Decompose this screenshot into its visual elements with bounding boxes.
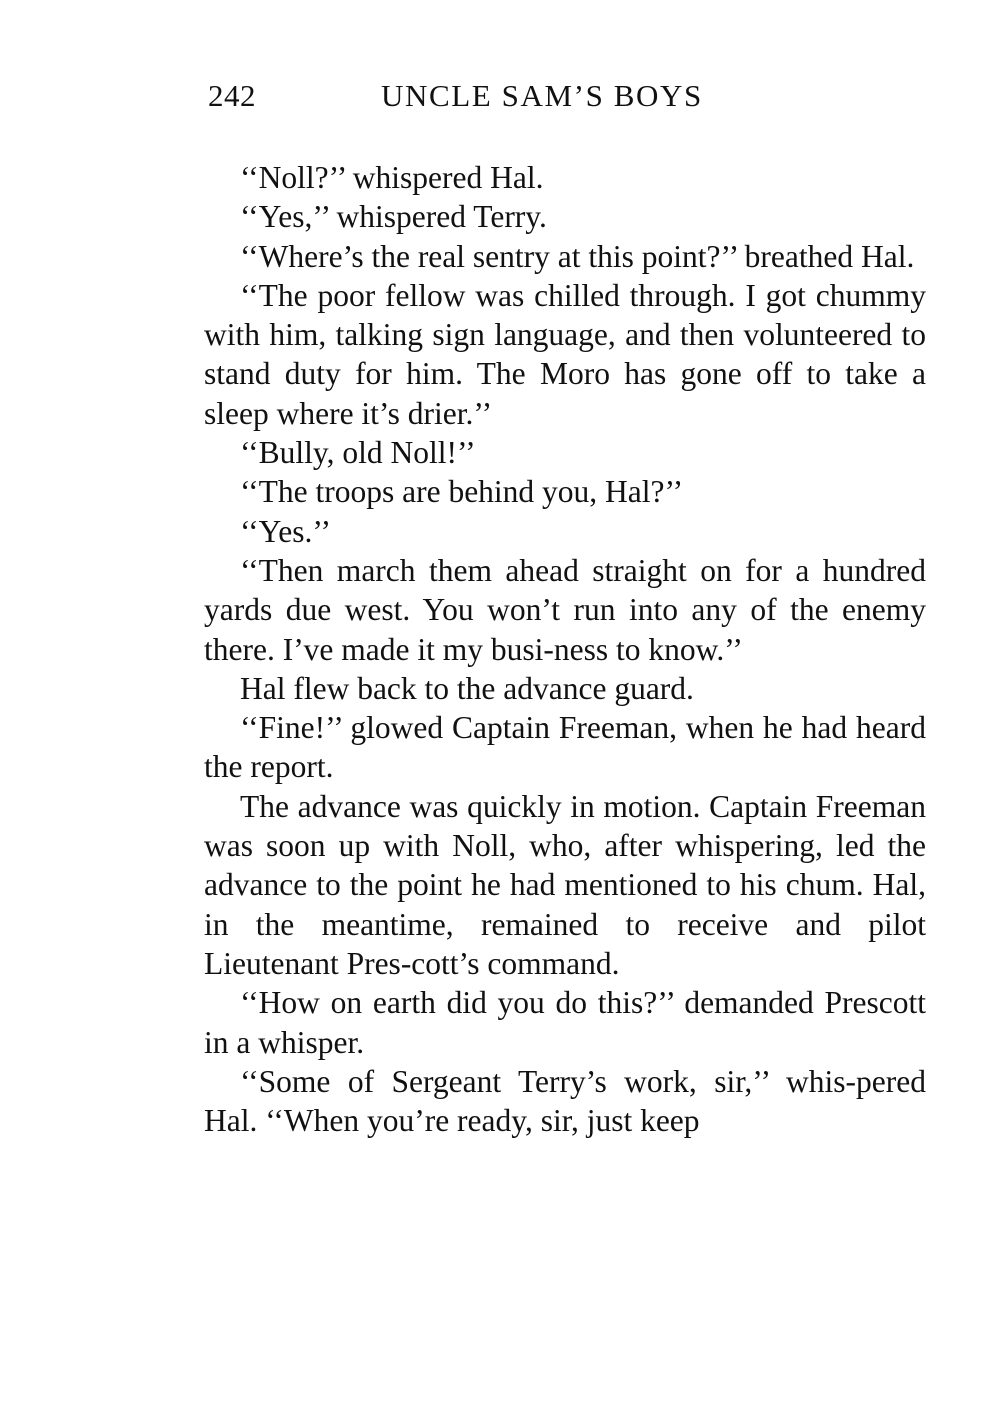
paragraph: ‘‘The troops are behind you, Hal?’’ [240, 474, 684, 510]
paragraph: Hal flew back to the advance guard. [240, 670, 694, 706]
paragraph: ‘‘Some of Sergeant Terry’s work, sir,’’ whis-pered Hal. ‘‘When you’re ready, sir, just keep [204, 1063, 926, 1139]
paragraph: ‘‘Yes.’’ [240, 513, 331, 549]
paragraph: ‘‘Then march them ahead straight on for a hundred yards due west. You won’t run into any of the enemy there. I’ve made it my busi-ness to know.’’ [204, 552, 926, 667]
page-number: 242 [208, 78, 256, 113]
running-head [208, 78, 763, 118]
paragraph: The advance was quickly in motion. Captain Freeman was soon up with Noll, who, after whispering, led the advance to the point he had mentioned to his chum. Hal, in the meantime, remained to receive and pilot Lieutenant Pres-cott’s command. [204, 788, 926, 981]
paragraph: ‘‘Bully, old Noll!’’ [240, 435, 476, 471]
body-text [204, 158, 926, 1140]
running-title: UNCLE SAM’S BOYS [381, 78, 703, 113]
paragraph: ‘‘Where’s the real sentry at this point?’’ breathed Hal. [240, 238, 915, 274]
paragraph: ‘‘How on earth did you do this?’’ demanded Prescott in a whisper. [204, 985, 926, 1060]
paragraph: ‘‘Fine!’’ glowed Captain Freeman, when he had heard the report. [204, 710, 926, 785]
paragraph: ‘‘Yes,’’ whispered Terry. [240, 199, 547, 235]
paragraph: ‘‘Noll?’’ whispered Hal. [240, 160, 544, 195]
paragraph: ‘‘The poor fellow was chilled through. I got chummy with him, talking sign language, and then volunteered to stand duty for him. The Moro has gone off to take a sleep where it’s drier.’’ [204, 277, 926, 431]
